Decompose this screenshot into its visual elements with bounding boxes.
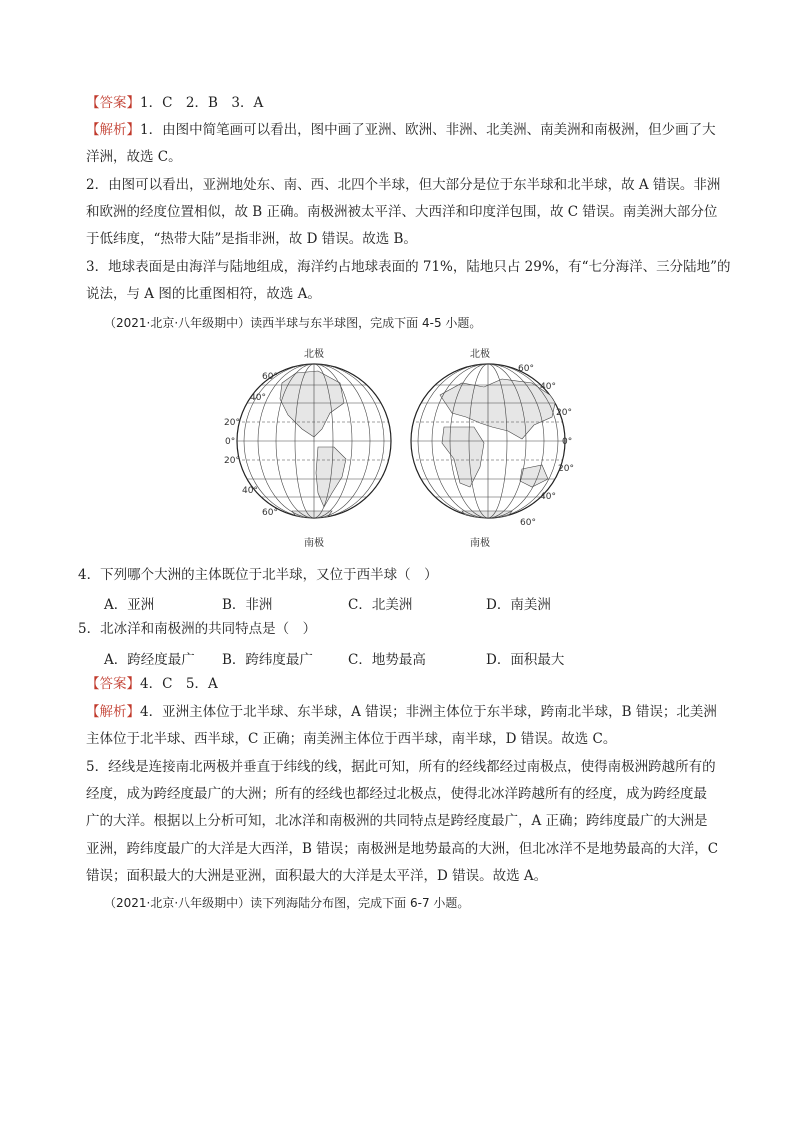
analysis-tag: 【解析】 (86, 704, 140, 720)
q4-option-a[interactable]: A．亚洲 (104, 597, 155, 613)
answer-tag: 【答案】 (86, 676, 140, 692)
answer-text: 1．C 2．B 3．A (140, 95, 264, 111)
analysis-text: 洋洲，故选 C。 (86, 149, 182, 165)
q4-option-d[interactable]: D．南美洲 (486, 597, 551, 613)
answer-line-1-3 (86, 94, 263, 112)
q4-option-b[interactable]: B．非洲 (222, 597, 273, 613)
lat-label: 0° (225, 437, 236, 447)
lat-label: 20° (556, 408, 572, 418)
lat-label: 40° (242, 486, 258, 496)
analysis-text: 广的大洋。根据以上分析可知，北冰洋和南极洲的共同特点是跨经度最广，A 正确；跨纬度最广的大洲是 (86, 813, 708, 829)
analysis-text: 4．亚洲主体位于北半球、东半球，A 错误；非洲主体位于东半球，跨南北半球，B 错误；北美洲 (140, 704, 717, 720)
lat-label: 60° (262, 372, 278, 382)
question-intro-6-7: （2021·北京·八年级期中）读下列海陆分布图，完成下面 6-7 小题。 (104, 896, 470, 910)
q5-option-d[interactable]: D．面积最大 (486, 652, 565, 668)
lat-label: 20° (224, 456, 240, 466)
lat-label: 60° (520, 518, 536, 528)
analysis-text: 亚洲，跨纬度最广的大洋是大西洋，B 错误；南极洲是地势最高的大洲，但北冰洋不是地势最高的大洋，C (86, 841, 719, 857)
q5-option-a[interactable]: A．跨经度最广 (104, 652, 195, 668)
analysis-text: 错误；面积最大的大洲是亚洲，面积最大的大洋是太平洋，D 错误。故选 A。 (86, 868, 548, 884)
south-pole-label: 南极 (470, 538, 490, 549)
analysis-text: 经度，成为跨经度最广的大洲；所有的经线也都经过北极点，使得北冰洋跨越所有的经度，成为跨经度最 (86, 786, 707, 802)
question-5-stem: 5．北冰洋和南极洲的共同特点是（ ） (78, 621, 317, 637)
analysis-text: 和欧洲的经度位置相似，故 B 正确。南极洲被太平洋、大西洋和印度洋包围，故 C 错误。南美洲大部分位 (86, 204, 718, 220)
q5-option-c[interactable]: C．地势最高 (348, 652, 426, 668)
question-4-stem: 4．下列哪个大洲的主体既位于北半球，又位于西半球（ ） (78, 567, 438, 583)
analysis-line (86, 703, 717, 721)
lat-label: 20° (224, 418, 240, 428)
lat-label: 40° (250, 393, 266, 403)
south-pole-label: 南极 (304, 538, 324, 549)
lat-label: 20° (558, 464, 574, 474)
analysis-text: 2．由图可以看出，亚洲地处东、南、西、北四个半球，但大部分是位于东半球和北半球，故 A 错误。非洲 (86, 177, 721, 193)
analysis-text: 1．由图中简笔画可以看出，图中画了亚洲、欧洲、非洲、北美洲、南美洲和南极洲，但少画了大 (140, 122, 716, 138)
north-pole-label: 北极 (304, 349, 324, 360)
q4-option-c[interactable]: C．北美洲 (348, 597, 413, 613)
analysis-text: 主体位于北半球、西半球，C 正确；南美洲主体位于西半球，南半球，D 错误。故选 C。 (86, 731, 617, 747)
analysis-line (86, 121, 716, 139)
hemisphere-map (222, 343, 582, 549)
answer-tag: 【答案】 (86, 95, 140, 111)
analysis-tag: 【解析】 (86, 122, 140, 138)
analysis-text: 说法，与 A 图的比重图相符，故选 A。 (86, 286, 321, 302)
western-hemisphere (224, 347, 391, 549)
lat-label: 60° (262, 508, 278, 518)
lat-label: 0° (562, 437, 573, 447)
north-pole-label: 北极 (470, 349, 490, 360)
lat-label: 40° (540, 492, 556, 502)
q5-option-b[interactable]: B．跨纬度最广 (222, 652, 313, 668)
lat-label: 40° (540, 382, 556, 392)
lat-label: 60° (518, 364, 534, 374)
analysis-text: 3．地球表面是由海洋与陆地组成，海洋约占地球表面的 71%，陆地只占 29%，有“七分海洋、三分陆地”的 (86, 259, 731, 275)
analysis-text: 5．经线是连接南北两极并垂直于纬线的线，据此可知，所有的经线都经过南极点，使得南极洲跨越所有的 (86, 759, 716, 775)
eastern-hemisphere (411, 347, 574, 549)
answer-line-4-5 (86, 675, 218, 693)
analysis-text: 于低纬度，“热带大陆”是指非洲，故 D 错误。故选 B。 (86, 231, 417, 247)
question-intro-4-5: （2021·北京·八年级期中）读西半球与东半球图，完成下面 4-5 小题。 (104, 316, 482, 330)
answer-text: 4．C 5．A (140, 676, 218, 692)
